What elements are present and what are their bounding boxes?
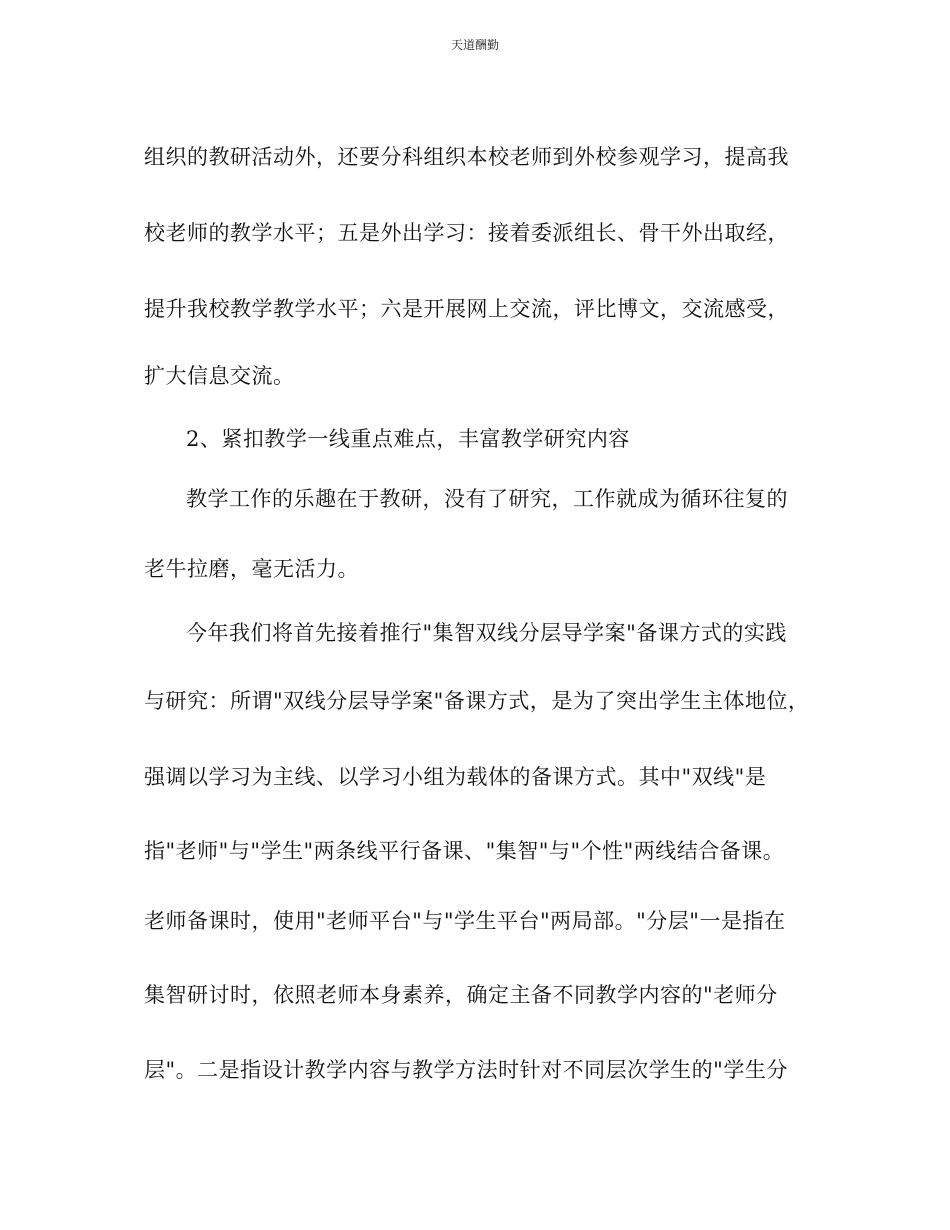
- body-line: 组织的教研活动外，还要分科组织本校老师到外校参观学习，提高我: [144, 145, 789, 169]
- body-line: 提升我校教学教学水平；六是开展网上交流，评比博文，交流感受，: [144, 297, 789, 321]
- body-line: 指"老师"与"学生"两条线平行备课、"集智"与"个性"两线结合备课。: [144, 839, 785, 863]
- body-line: 层"。二是指设计教学内容与教学方法时针对不同层次学生的"学生分: [144, 1058, 788, 1082]
- body-line: 老牛拉磨，毫无活力。: [144, 557, 359, 581]
- body-line: 今年我们将首先接着推行"集智双线分层导学案"备课方式的实践: [186, 621, 787, 645]
- body-line: 强调以学习为主线、以学习小组为载体的备课方式。其中"双线"是: [144, 765, 767, 789]
- body-line: 教学工作的乐趣在于教研，没有了研究，工作就成为循环往复的: [186, 487, 788, 511]
- body-line: 集智研讨时，依照老师本身素养，确定主备不同教学内容的"老师分: [144, 983, 778, 1007]
- body-line: 与研究：所谓"双线分层导学案"备课方式，是为了突出学生主体地位，: [144, 689, 810, 713]
- body-line: 扩大信息交流。: [144, 364, 295, 388]
- body-line: 校老师的教学水平；五是外出学习：接着委派组长、骨干外出取经，: [144, 221, 789, 245]
- section-heading: 2、紧扣教学一线重点难点，丰富教学研究内容: [186, 427, 630, 451]
- body-line: 老师备课时，使用"老师平台"与"学生平台"两局部。"分层"一是指在: [144, 909, 786, 933]
- page-header: 天道酬勤: [450, 38, 499, 52]
